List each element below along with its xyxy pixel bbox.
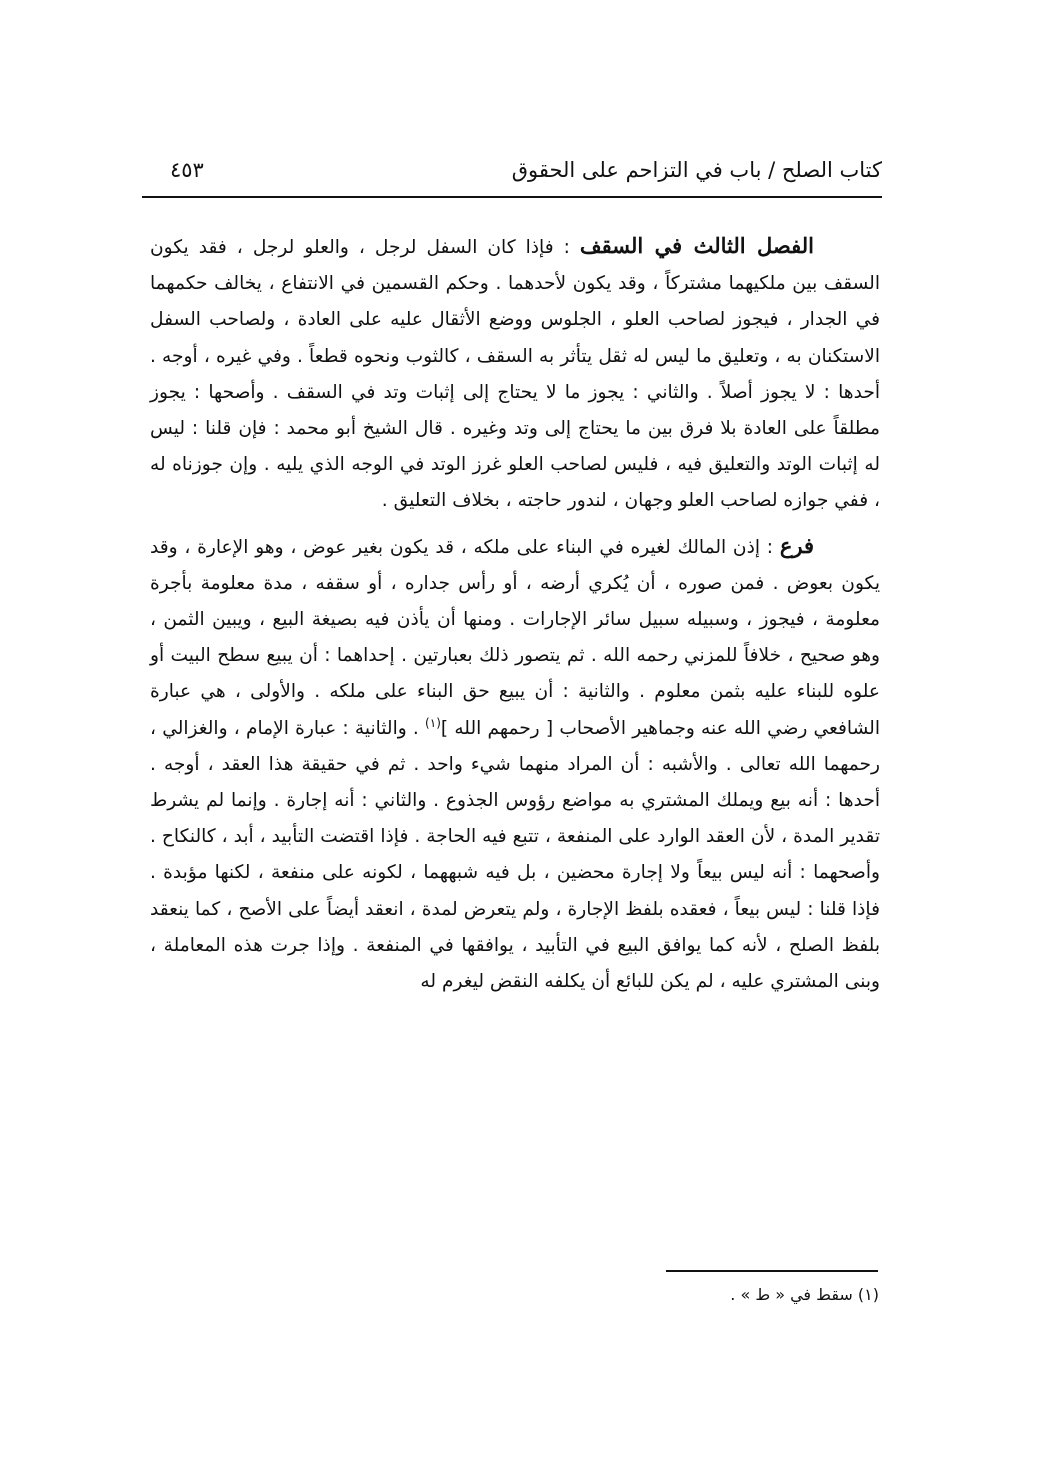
section-heading-branch: فرع [779,532,814,558]
page-header [142,152,882,198]
footnote: (١) سقط في « ط » . [730,1285,879,1304]
paragraph-ceiling-text: : فإذا كان السفل لرجل ، والعلو لرجل ، فقد يكون السقف بين ملكيهما مشتركاً ، وقد يكون لأحدهما . وحكم القسمين في الانتفاع ، يخالف حكمهما في الجدار ، فيجوز لصاحب العلو ، الجلوس ووضع الأثقال عليه على العادة ، ولصاحب السفل الاستكنان به ، وتعليق ما ليس له ثقل يتأثر به السقف ، كالثوب ونحوه قطعاً . وفي غيره ، أوجه . أحدها : لا يجوز أصلاً . والثاني : يجوز ما لا يحتاج إلى إثبات وتد في السقف . وأصحها : يجوز مطلقاً على العادة بلا فرق بين ما يحتاج إلى وتد وغيره . قال الشيخ أبو محمد : فإن قلنا : ليس له إثبات الوتد والتعليق فيه ، فليس لصاحب العلو غرز الوتد في الوجه الذي يليه . وإن جوزناه له ، ففي جوازه لصاحب العلو وجهان ، لندور حاجته ، بخلاف التعليق . [150,237,880,512]
paragraph-branch-text-after-note: . والثانية : عبارة الإمام ، والغزالي ، رحمهما الله تعالى . والأشبه : أن المراد منهما شيء واحد . ثم في حقيقة هذا العقد ، أوجه . أحدها : أنه بيع ويملك المشتري به مواضع رؤوس الجذوع . والثاني : أنه إجارة . وإنما لم يشرط تقدير المدة ، لأن العقد الوارد على المنفعة ، تتبع فيه الحاجة . فإذا اقتضت التأبيد ، أبد ، كالنكاح . وأصحهما : أنه ليس بيعاً ولا إجارة محضين ، بل فيه شبههما ، لكونه على منفعة ، لكنها مؤبدة . فإذا قلنا : ليس بيعاً ، فعقده بلفظ الإجارة ، ولم يتعرض لمدة ، انعقد أيضاً على الأصح ، كما ينعقد بلفظ الصلح ، لأنه كما يوافق البيع في التأبيد ، يوافقها في المنفعة . وإذا جرت هذه المعاملة ، وبنى المشتري عليه ، لم يكن للبائع أن يكلفه النقض ليغرم له [150,717,880,993]
main-text [150,228,880,1000]
header-divider [142,196,882,198]
footnote-divider [666,1270,878,1272]
section-heading-ceiling: الفصل الثالث في السقف [579,233,814,258]
running-title: كتاب الصلح / باب في التزاحم على الحقوق [511,158,882,182]
paragraph-branch [150,528,880,1001]
footnote-marker[interactable]: (١) [425,715,441,730]
paragraph-ceiling [150,228,880,520]
page-number: ٤٥٣ [170,158,204,182]
paragraph-branch-text-before-note: : إذن المالك لغيره في البناء على ملكه ، قد يكون بغير عوض ، وهو الإعارة ، وقد يكون بعوض . فمن صوره ، أن يُكري أرضه ، أو رأس جداره ، أو سقفه ، مدة معلومة بأجرة معلومة ، فيجوز ، وسبيله سبيل سائر الإجارات . ومنها أن يأذن فيه بصيغة البيع ، ويبين الثمن ، وهو صحيح ، خلافاً للمزني رحمه الله . ثم يتصور ذلك بعبارتين . إحداهما : أن يبيع سطح البيت أو علوه للبناء عليه بثمن معلوم . والثانية : أن يبيع حق البناء على ملكه . والأولى ، هي عبارة الشافعي رضي الله عنه وجماهير الأصحاب [ رحمهم الله ] [150,536,880,739]
